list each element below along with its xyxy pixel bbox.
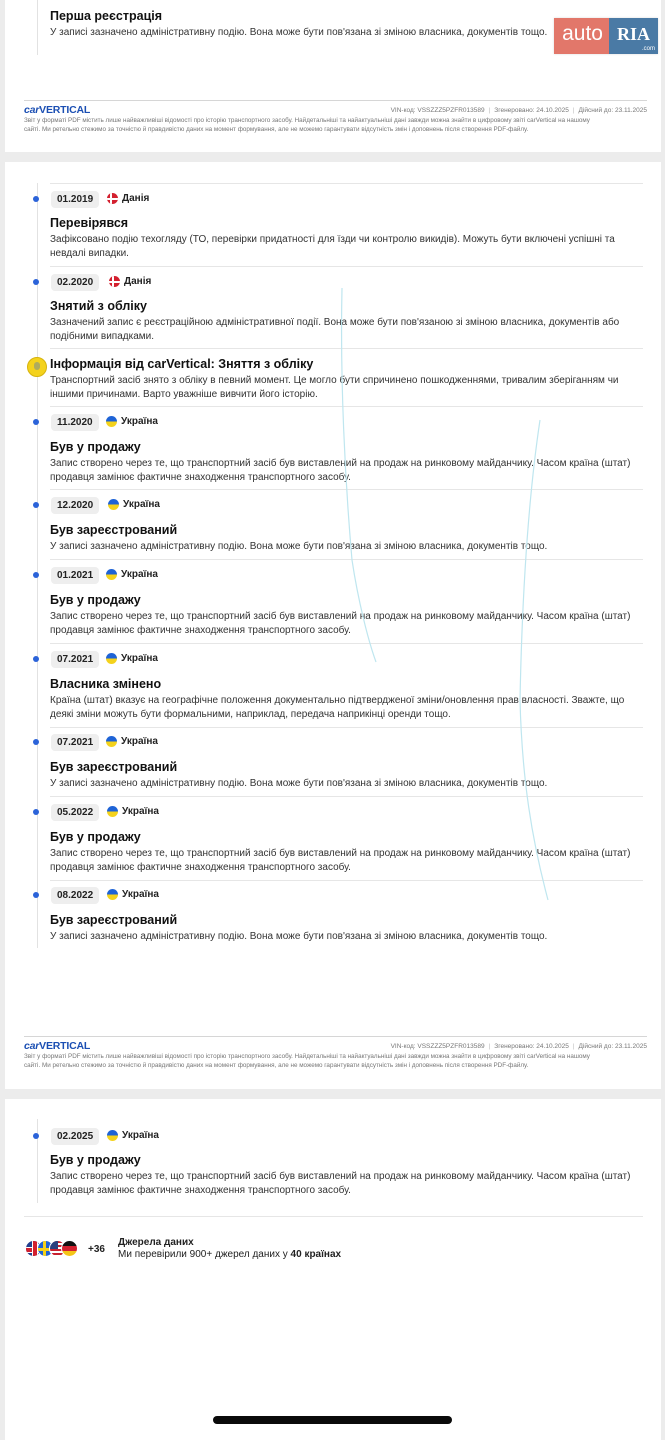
vin-code: VIN-код: VSSZZZ5PZFR013589 <box>390 106 485 114</box>
footer-divider <box>24 1036 647 1037</box>
timeline-dot <box>33 809 39 815</box>
info-title: Інформація від carVertical: Зняття з обліку <box>50 357 314 371</box>
section-divider <box>24 1216 643 1217</box>
valid-until-date: Дійсний до: 23.11.2025 <box>578 1042 647 1050</box>
event-divider <box>50 348 643 349</box>
timeline-line <box>37 0 38 55</box>
timeline-dot <box>33 502 39 508</box>
event-divider <box>50 489 643 490</box>
report-footer <box>24 1036 647 1070</box>
event-description: Запис створено через те, що транспортний засіб був виставлений на продаж на ринковому майданчику. Часом країна (штат) продавця замінює фактичне знаходження транспортного засобу. <box>50 1171 631 1196</box>
germany-flag-icon <box>61 1240 78 1257</box>
event-description: У записі зазначено адміністративну подію. Вона може бути пов'язана зі зміною власника, документів тощо. <box>50 931 548 942</box>
event-divider <box>50 796 643 797</box>
info-description: Транспортний засіб знято з обліку в певний момент. Це могло бути спричинено пошкодженнями, тривалим зберіганням чи іншими причинами. Варто уважніше вивчити його історію. <box>50 375 619 400</box>
event-title: Був у продажу <box>50 1153 141 1167</box>
info-bulb-icon <box>27 357 47 377</box>
event-divider <box>50 266 643 267</box>
timeline-dot <box>33 656 39 662</box>
event-title: Був у продажу <box>50 440 141 454</box>
timeline-dot <box>33 572 39 578</box>
section-divider <box>50 183 643 184</box>
event-description: Запис створено через те, що транспортний засіб був виставлений на продаж на ринковому майданчику. Часом країна (штат) продавця замінює фактичне знаходження транспортного засобу. <box>50 611 631 636</box>
generated-date: Згенеровано: 24.10.2025 <box>494 1042 569 1050</box>
denmark-flag-icon <box>107 193 118 204</box>
event-description: Зафіксовано подію техогляду (ТО, перевірки придатності для їзди чи контролю викидів). Можуть бути включені успішні та невдалі випадки. <box>50 234 615 259</box>
event-description: У записі зазначено адміністративну подію. Вона може бути пов'язана зі зміною власника, документів тощо. <box>50 778 548 789</box>
report-footer <box>24 100 647 134</box>
ukraine-flag-icon <box>106 416 117 427</box>
event-description: Запис створено через те, що транспортний засіб був виставлений на продаж на ринковому майданчику. Часом країна (штат) продавця замінює фактичне знаходження транспортного засобу. <box>50 848 631 873</box>
ukraine-flag-icon <box>107 889 118 900</box>
autoria-watermark-logo: auto RIA .com <box>554 18 658 54</box>
data-sources-text: Ми перевірили 900+ джерел даних у 40 країнах <box>118 1249 342 1260</box>
ukraine-flag-icon <box>107 1130 118 1141</box>
footer-disclaimer: Звіт у форматі PDF містить лише найважливіші відомості про історію транспортного засобу. Найдетальніші та найактуальніші дані завжди можна знайти в цифровому звіті carVertical на нашому сайті. Ми ретельно стежимо за точністю й правдивістю даних на момент формування, але не можемо гарантувати відсутність змін і доповнень після створення PDF-файлу. <box>24 1053 590 1069</box>
event-title: Знятий з обліку <box>50 299 147 313</box>
carvertical-logo: carVERTICAL <box>24 1040 91 1052</box>
event-date-badge: 02.2025 <box>51 1128 99 1145</box>
countries-count-highlight: 40 країнах <box>290 1249 342 1260</box>
more-countries-count: +36 <box>88 1244 105 1255</box>
event-country: Україна <box>106 736 158 747</box>
event-country: Данія <box>109 276 151 287</box>
event-country: Україна <box>106 653 158 664</box>
vin-code: VIN-код: VSSZZZ5PZFR013589 <box>390 1042 485 1050</box>
timeline-dot <box>33 1133 39 1139</box>
event-country: Данія <box>107 193 149 204</box>
ukraine-flag-icon <box>106 653 117 664</box>
timeline-dot <box>33 196 39 202</box>
ukraine-flag-icon <box>106 736 117 747</box>
event-divider <box>50 727 643 728</box>
timeline-dot <box>33 279 39 285</box>
event-title: Був у продажу <box>50 593 141 607</box>
valid-until-date: Дійсний до: 23.11.2025 <box>578 106 647 114</box>
event-divider <box>50 559 643 560</box>
generated-date: Згенеровано: 24.10.2025 <box>494 106 569 114</box>
timeline-dot <box>33 419 39 425</box>
ukraine-flag-icon <box>107 806 118 817</box>
report-page-2 <box>5 162 661 1089</box>
event-country: Україна <box>106 416 158 427</box>
carvertical-logo: carVERTICAL <box>24 104 91 116</box>
event-title: Був зареєстрований <box>50 523 178 537</box>
footer-meta: VIN-код: VSSZZZ5PZFR013589 | Згенеровано: 24.10.2025 | Дійсний до: 23.11.2025 <box>390 1042 647 1050</box>
timeline-line <box>37 1119 38 1203</box>
ukraine-flag-icon <box>106 569 117 580</box>
event-country: Україна <box>106 569 158 580</box>
source-country-flags <box>25 1240 85 1258</box>
timeline-dot <box>33 739 39 745</box>
timeline-dot <box>33 892 39 898</box>
event-title: Був зареєстрований <box>50 760 178 774</box>
timeline-line <box>37 183 38 948</box>
report-page-3 <box>5 1099 661 1440</box>
event-description: У записі зазначено адміністративну подію. Вона може бути пов'язана зі зміною власника, документів тощо. <box>50 27 548 38</box>
event-divider <box>50 643 643 644</box>
event-description: У записі зазначено адміністративну подію. Вона може бути пов'язана зі зміною власника, документів тощо. <box>50 541 548 552</box>
event-divider <box>50 880 643 881</box>
denmark-flag-icon <box>109 276 120 287</box>
event-date-badge: 08.2022 <box>51 887 99 904</box>
event-date-badge: 12.2020 <box>51 497 99 514</box>
event-date-badge: 07.2021 <box>51 734 99 751</box>
event-date-badge: 02.2020 <box>51 274 99 291</box>
event-description: Запис створено через те, що транспортний засіб був виставлений на продаж на ринковому майданчику. Часом країна (штат) продавця замінює фактичне знаходження транспортного засобу. <box>50 458 631 483</box>
event-title: Перевірявся <box>50 216 129 230</box>
event-country: Україна <box>108 499 160 510</box>
event-country: Україна <box>107 806 159 817</box>
event-date-badge: 11.2020 <box>51 414 99 431</box>
footer-meta: VIN-код: VSSZZZ5PZFR013589 | Згенеровано: 24.10.2025 | Дійсний до: 23.11.2025 <box>390 106 647 114</box>
home-indicator[interactable] <box>213 1416 452 1424</box>
event-title: Перша реєстрація <box>50 9 163 23</box>
event-date-badge: 01.2021 <box>51 567 99 584</box>
ukraine-flag-icon <box>108 499 119 510</box>
data-sources-title: Джерела даних <box>118 1237 194 1248</box>
event-date-badge: 01.2019 <box>51 191 99 208</box>
footer-divider <box>24 100 647 101</box>
event-description: Країна (штат) вказує на географічне положення документально підтвердженої зміни/оновлення прав власності. Зважте, що деякі зміни можуть бути формальними, наприклад, передача наприкінці оренди тощо. <box>50 695 625 720</box>
event-date-badge: 07.2021 <box>51 651 99 668</box>
event-title: Був у продажу <box>50 830 141 844</box>
footer-disclaimer: Звіт у форматі PDF містить лише найважливіші відомості про історію транспортного засобу. Найдетальніші та найактуальніші дані завжди можна знайти в цифровому звіті carVertical на нашому сайті. Ми ретельно стежимо за точністю й правдивістю даних на момент формування, але не можемо гарантувати відсутність змін і доповнень після створення PDF-файлу. <box>24 117 590 133</box>
event-divider <box>50 406 643 407</box>
event-description: Зазначений запис є реєстраційною адміністративної події. Вона може бути пов'язаною зі зміною власника, документів або подібними випадками. <box>50 317 620 342</box>
event-title: Власника змінено <box>50 677 162 691</box>
event-country: Україна <box>107 1130 159 1141</box>
event-country: Україна <box>107 889 159 900</box>
event-date-badge: 05.2022 <box>51 804 99 821</box>
event-title: Був зареєстрований <box>50 913 178 927</box>
